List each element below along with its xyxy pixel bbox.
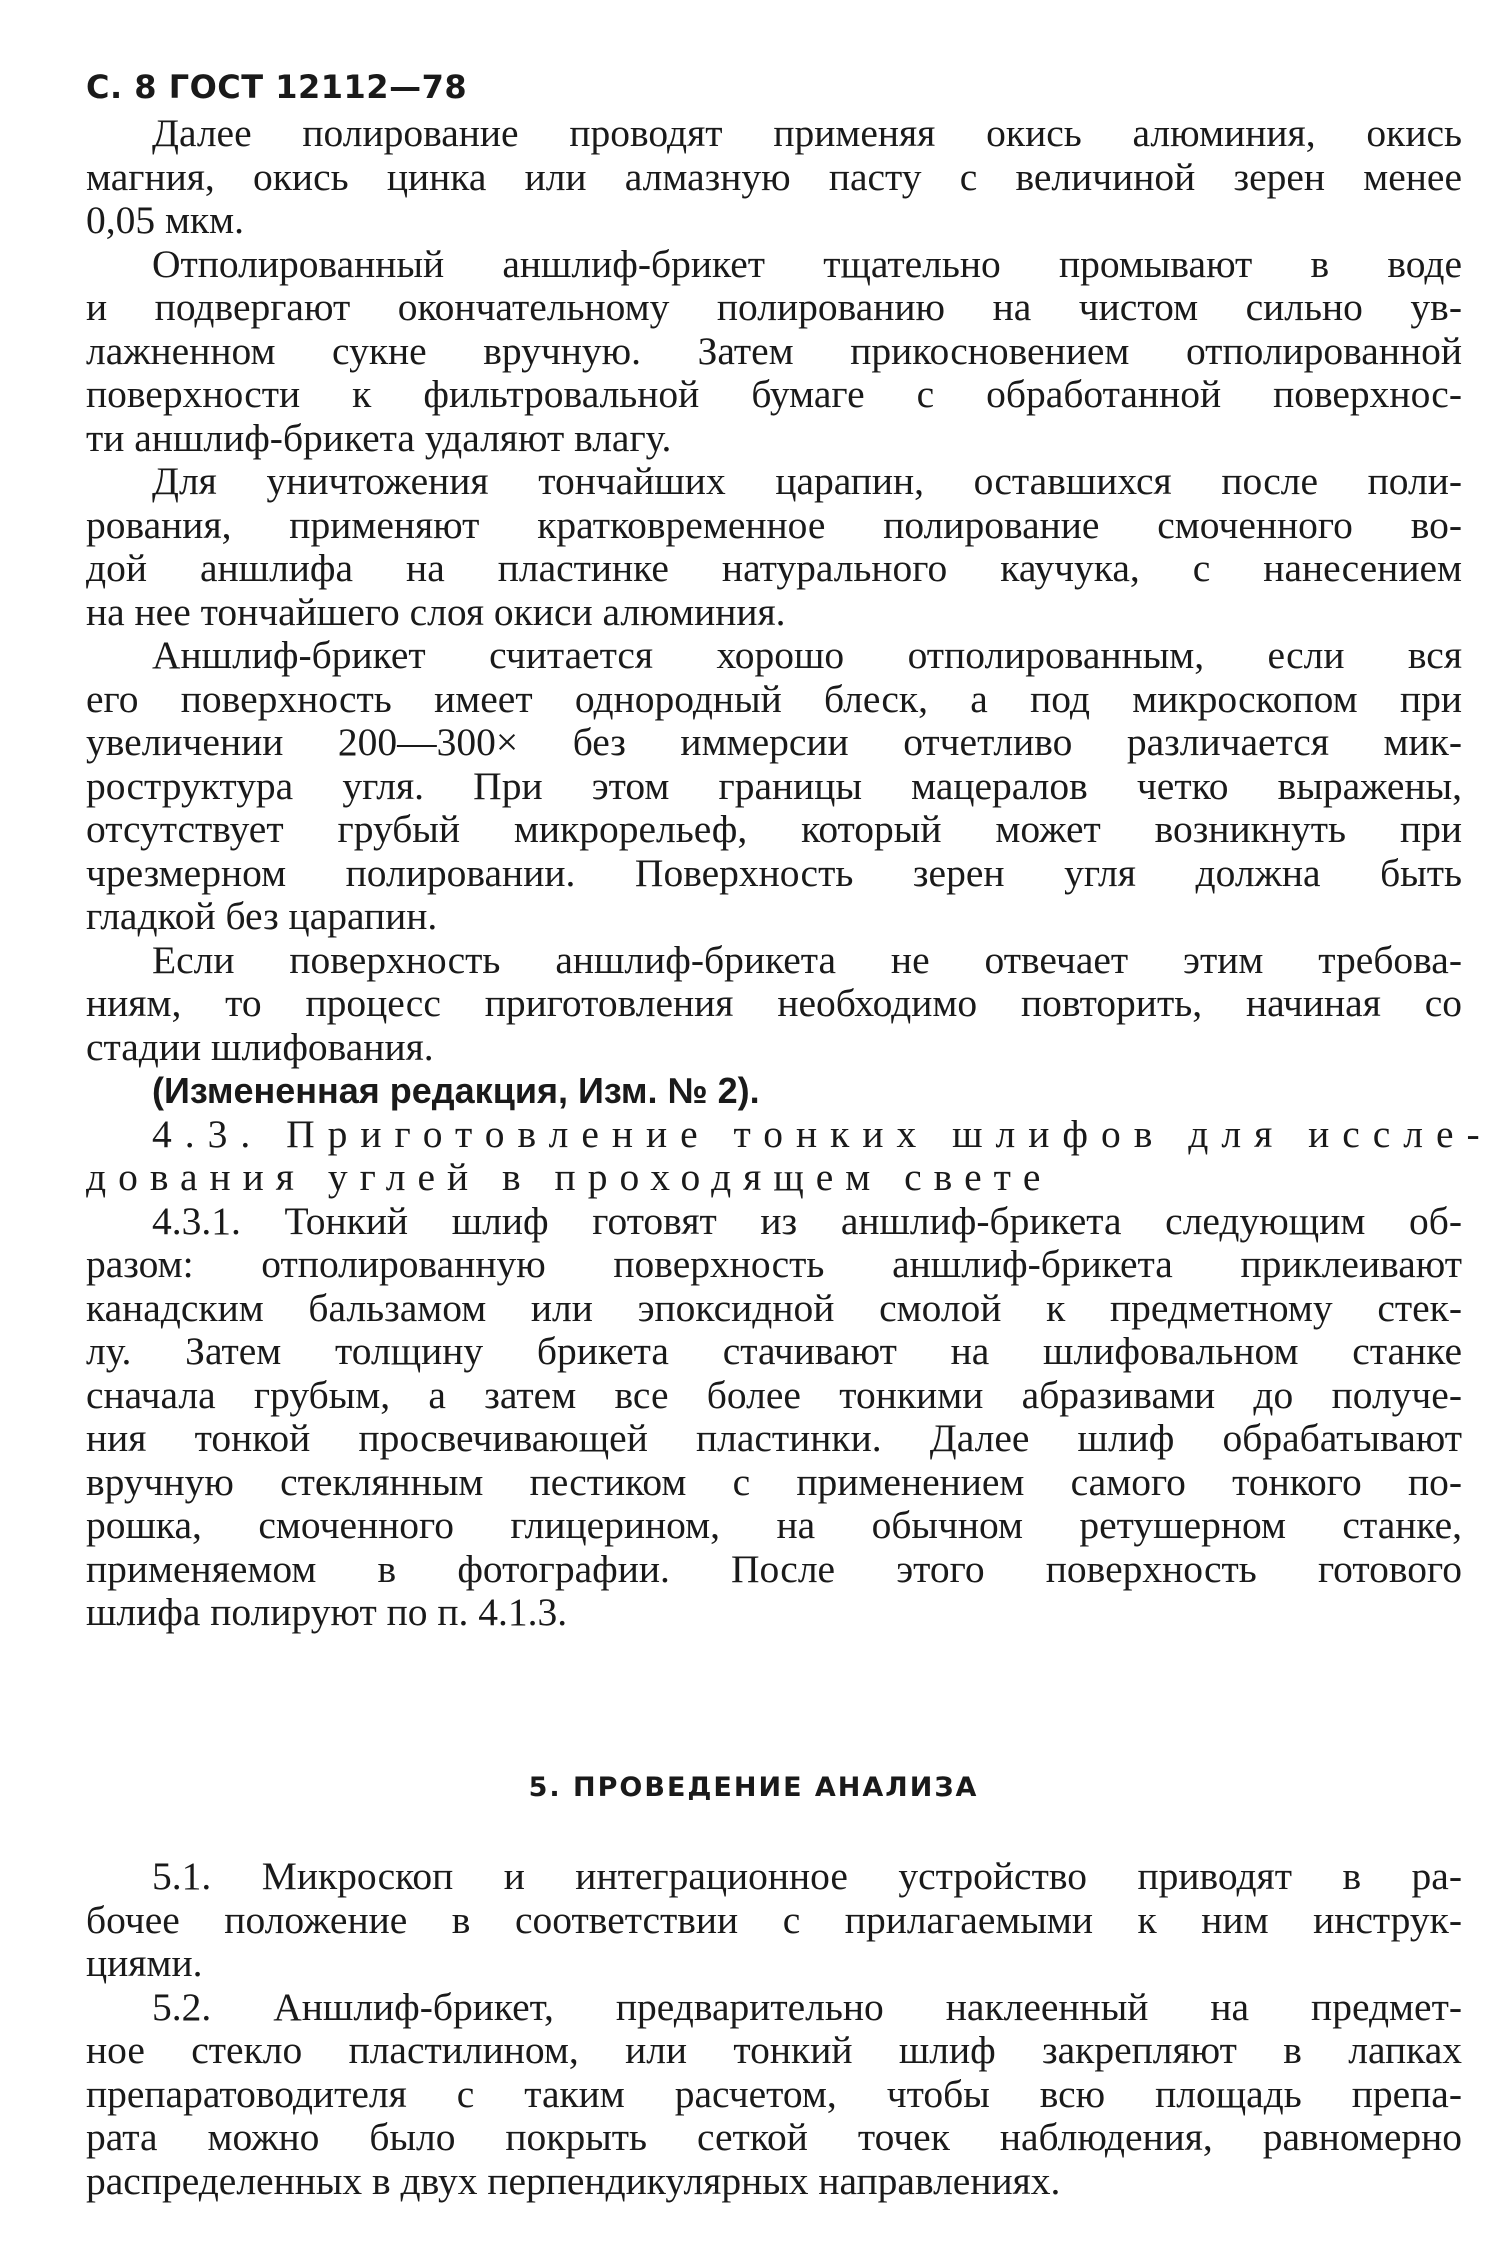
subsection-title-cont: дования углей в проходящем свете — [86, 1155, 1053, 1199]
text-line: рошка, смоченного глицерином, на обычном ретушерном станке, — [86, 1503, 1462, 1547]
text-line: 4.3.1. Тонкий шлиф готовят из аншлиф-брикета следующим об- — [152, 1198, 1462, 1243]
text-line: разом: отполированную поверхность аншлиф-брикета приклеивают — [86, 1242, 1462, 1286]
text-line: рата можно было покрыть сеткой точек наблюдения, равномерно — [86, 2115, 1462, 2159]
text-line: 0,05 мкм. — [86, 198, 245, 242]
text-line: бочее положение в соответствии с прилагаемыми к ним инструк- — [86, 1897, 1462, 1942]
section-heading: 5. ПРОВЕДЕНИЕ АНАЛИЗА — [528, 1772, 979, 1803]
text-line: 5.2. Аншлиф-брикет, предварительно наклеенный на предмет- — [152, 1984, 1462, 2029]
text-line: Аншлиф-брикет считается хорошо отполированным, если вся — [152, 633, 1462, 677]
text-line: применяемом в фотографии. После этого поверхность готового — [86, 1546, 1462, 1591]
text-line: лу. Затем толщину брикета стачивают на шлифовальном станке — [86, 1329, 1462, 1373]
amendment-note: (Измененная редакция, Изм. № 2). — [152, 1070, 760, 1111]
text-line: чрезмерном полировании. Поверхность зерен угля должна быть — [86, 850, 1462, 895]
text-line: рования, применяют кратковременное полирование смоченного во- — [86, 502, 1462, 547]
text-line: вручную стеклянным пестиком с применением самого тонкого по- — [86, 1459, 1462, 1504]
text-line: ниям, то процесс приготовления необходимо повторить, начиная со — [86, 981, 1462, 1025]
text-line: поверхности к фильтровальной бумаге с обработанной поверхнос- — [86, 372, 1462, 416]
text-line: на нее тончайшего слоя окиси алюминия. — [86, 589, 786, 634]
text-line: его поверхность имеет однородный блеск, а под микроскопом при — [86, 676, 1462, 721]
text-line: стадии шлифования. — [86, 1024, 434, 1069]
text-line: Отполированный аншлиф-брикет тщательно промывают в воде — [152, 241, 1462, 286]
subsection-title: 4.3. Приготовление тонких шлифов для иссле- — [152, 1111, 1493, 1156]
body-text-block-2 — [86, 1855, 1462, 2203]
text-line: Для уничтожения тончайших царапин, оставшихся после поли- — [152, 459, 1462, 503]
text-line: дой аншлифа на пластинке натурального каучука, с нанесением — [86, 546, 1462, 590]
text-line: 5.1. Микроскоп и интеграционное устройство приводят в ра- — [152, 1854, 1462, 1898]
text-line: ния тонкой просвечивающей пластинки. Далее шлиф обрабатывают — [86, 1416, 1462, 1460]
text-line: сначала грубым, а затем все более тонкими абразивами до получе- — [86, 1372, 1462, 1417]
text-line: распределенных в двух перпендикулярных направлениях. — [86, 2158, 1061, 2203]
text-line: отсутствует грубый микрорельеф, который может возникнуть при — [86, 807, 1462, 851]
text-line: магния, окись цинка или алмазную пасту с величиной зерен менее — [86, 154, 1462, 199]
text-line: и подвергают окончательному полированию на чистом сильно ув- — [86, 285, 1462, 329]
text-line: роструктура угля. При этом границы мацералов четко выражены, — [86, 763, 1462, 808]
page-header: С. 8 ГОСТ 12112—78 — [86, 68, 468, 106]
body-text-block-1 — [86, 111, 1493, 1635]
text-line: Далее полирование проводят применяя окись алюминия, окись — [152, 111, 1462, 155]
text-line: Если поверхность аншлиф-брикета не отвечает этим требова- — [152, 937, 1462, 982]
text-line: ти аншлиф-брикета удаляют влагу. — [86, 415, 672, 460]
text-line: циями. — [86, 1941, 203, 1985]
text-line: увеличении 200—300× без иммерсии отчетливо различается мик- — [86, 720, 1462, 764]
text-line: канадским бальзамом или эпоксидной смолой к предметному стек- — [86, 1285, 1462, 1330]
text-line: препаратоводителя с таким расчетом, чтобы всю площадь препа- — [86, 2071, 1462, 2116]
text-line: шлифа полируют по п. 4.1.3. — [86, 1590, 568, 1634]
text-line: гладкой без царапин. — [86, 894, 438, 938]
text-line: лажненном сукне вручную. Затем прикосновением отполированной — [86, 328, 1462, 373]
text-line: ное стекло пластилином, или тонкий шлиф закрепляют в лапках — [86, 2028, 1462, 2072]
